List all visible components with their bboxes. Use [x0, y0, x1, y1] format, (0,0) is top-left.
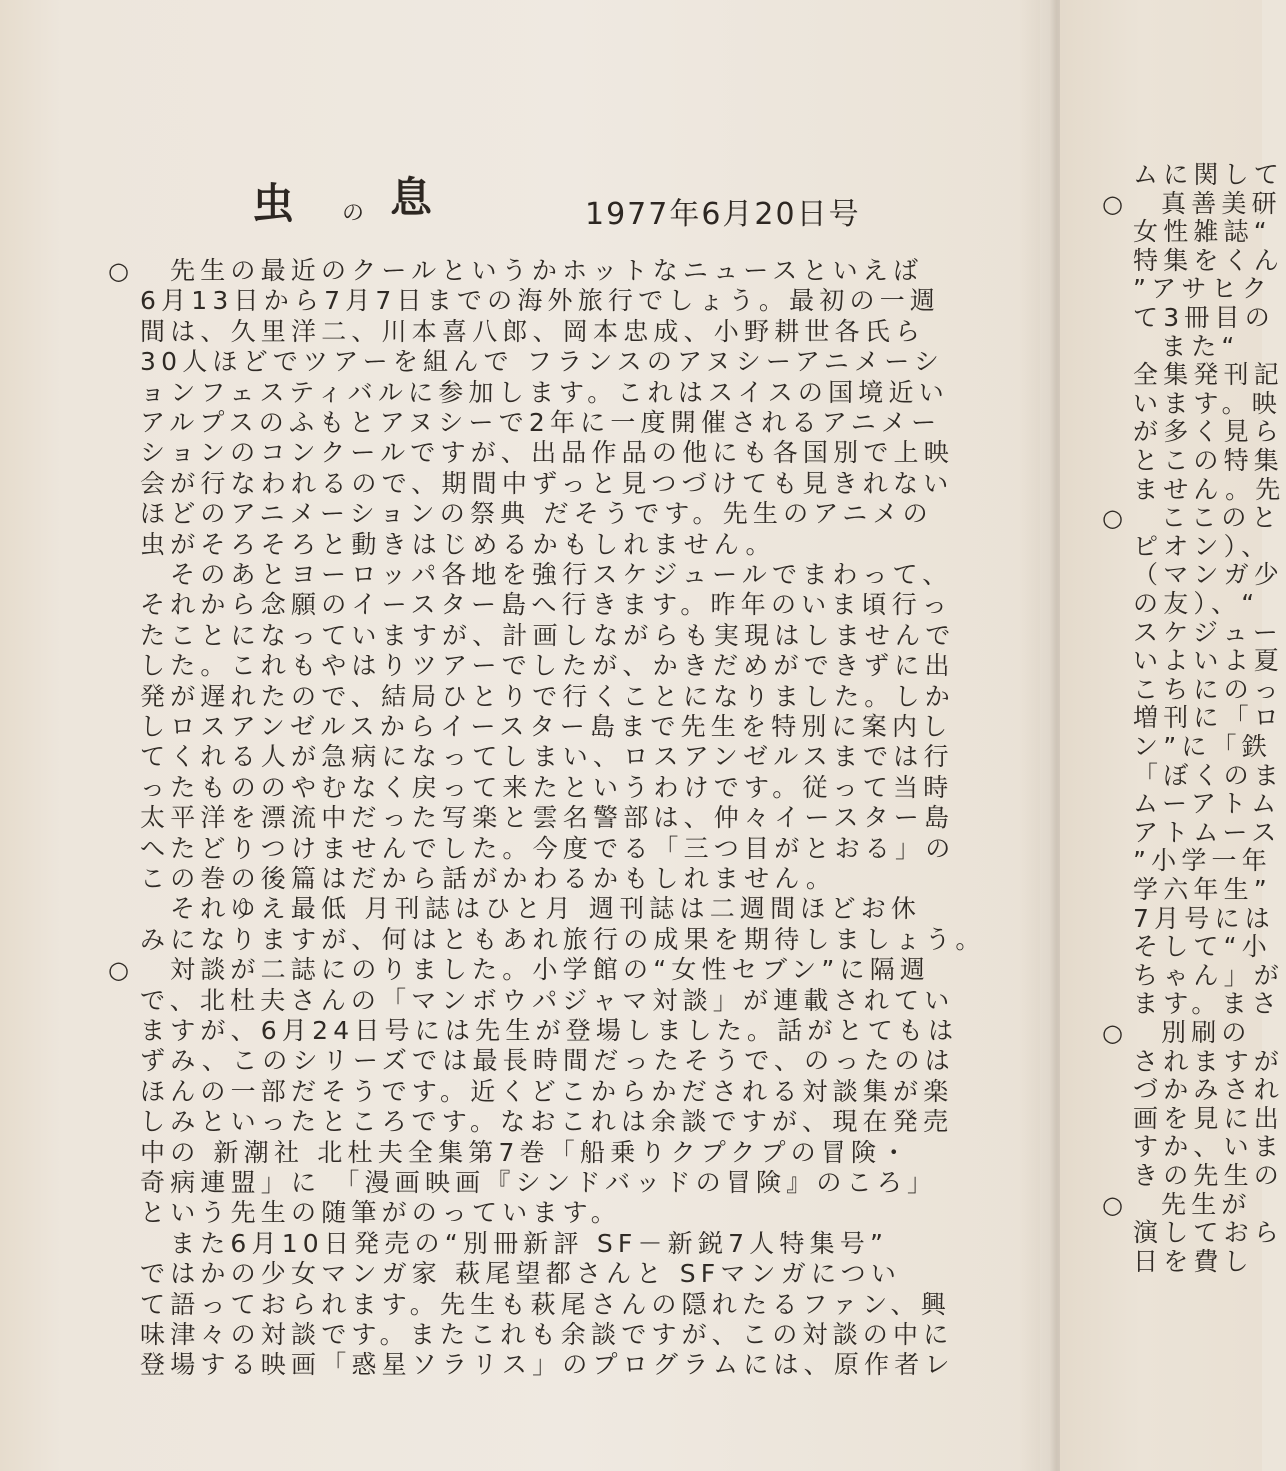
paragraph-bullet: ○ [108, 257, 129, 285]
text-line: 増刊に「ロ [1133, 703, 1285, 732]
text-line: こちにのっ [1133, 675, 1284, 704]
text-line: ムーアトム [1133, 789, 1282, 818]
text-line: また6月10日発売の“別冊新評 SF－新鋭7人特集号” [170, 1229, 889, 1258]
text-line: づかみされ [1133, 1075, 1285, 1104]
text-line: とこの特集 [1133, 446, 1285, 475]
text-line: みになりますが、何はともあれ旅行の成果を期待しましょう。 [140, 925, 986, 954]
text-line: ”アサヒク [1133, 274, 1272, 303]
paragraph-bullet: ○ [1102, 1019, 1123, 1047]
text-line: した。これもやはりツアーでしたが、かきだめができずに出 [140, 651, 955, 680]
text-line: たことになっていますが、計画しながらも実現はしませんで [140, 621, 956, 650]
text-line: 日を費し [1133, 1247, 1254, 1276]
text-line: て3冊目の [1133, 303, 1275, 332]
text-line: されますが [1133, 1047, 1285, 1076]
text-line: 画を見に出 [1133, 1104, 1285, 1133]
text-line: ずみ、このシリーズでは最長時間だったそうで、のったのは [140, 1046, 955, 1075]
paragraph-bullet: ○ [1102, 190, 1123, 218]
text-line: という先生の随筆がのっています。 [140, 1198, 621, 1227]
title-particle-no: の [342, 201, 365, 226]
text-line: しみといったところです。なおこれは余談ですが、現在発売 [140, 1107, 954, 1136]
text-line: 発が遅れたので、結局ひとりで行くことになりました。しか [140, 682, 955, 711]
text-line: 登場する映画「惑星ソラリス」のプログラムには、原作者レ [140, 1350, 955, 1379]
text-line: アトムース [1133, 818, 1282, 847]
text-line: てくれる人が急病になってしまい、ロスアンゼルスまでは行 [140, 742, 954, 771]
text-line: きの先生の [1133, 1161, 1285, 1190]
text-line: ン”に「鉄 [1133, 732, 1272, 761]
text-line: 全集発刊記 [1133, 360, 1285, 389]
text-line: て語っておられます。先生も萩尾さんの隠れたるファン、興 [140, 1290, 951, 1319]
text-line: ますが、6月24日号には先生が登場しました。話がとてもは [140, 1016, 959, 1045]
text-line: ここのと [1161, 503, 1282, 532]
text-line: 演しておら [1133, 1218, 1285, 1247]
text-line: 30人ほどでツアーを組んで フランスのアヌシーアニメーシ [140, 347, 945, 376]
text-line: いよいよ夏 [1133, 646, 1285, 675]
text-line: 中の 新潮社 北杜夫全集第7巻「船乗りクプクプの冒険・ [140, 1138, 912, 1167]
text-line: 間は、久里洋二、川本喜八郎、岡本忠成、小野耕世各氏ら [140, 317, 926, 346]
text-line: また“ [1161, 332, 1240, 361]
text-line: この巻の後篇はだから話がかわるかもしれません。 [140, 864, 837, 893]
text-line: すか、いま [1133, 1132, 1285, 1161]
text-line: 会が行なわれるので、期間中ずっと見つづけても見きれない [140, 469, 954, 498]
text-line: アルプスのふもとアヌシーで2年に一度開催されるアニメー [140, 408, 942, 437]
text-line: ほんの一部だそうです。近くどこからかだされる対談集が楽 [140, 1077, 954, 1106]
text-line: 太平洋を漂流中だった写楽と雲名警部は、仲々イースター島 [140, 803, 955, 832]
paragraph-bullet: ○ [1102, 1191, 1123, 1219]
text-line: ではかの少女マンガ家 萩尾望都さんと SFマンガについ [140, 1259, 902, 1288]
text-line: ムに関して [1133, 160, 1285, 189]
text-line: へたどりつけませんでした。今度でる「三つ目がとおる」の [140, 834, 956, 863]
title-char-mushi: 虫 [252, 179, 295, 228]
text-line: 真善美研 [1161, 189, 1282, 218]
text-line: 先生の最近のクールというかホットなニュースといえば [170, 256, 924, 285]
text-line: それから念願のイースター島へ行きます。昨年のいま頃行っ [140, 590, 953, 619]
text-line: ションのコンクールですが、出品作品の他にも各国別で上映 [140, 438, 954, 467]
text-line: ったもののやむなく戻って来たというわけです。従って当時 [140, 773, 954, 802]
text-line: ます。まさ [1133, 989, 1283, 1018]
text-line: 7月号には [1133, 904, 1275, 933]
text-line: ちゃん」が [1133, 961, 1285, 990]
text-line: で、北杜夫さんの「マンボウパジャマ対談」が連載されてい [140, 986, 955, 1015]
paragraph-bullet: ○ [1102, 504, 1123, 532]
text-line: 奇病連盟」に 「漫画映画『シンドバッドの冒険』のころ」 [140, 1168, 938, 1197]
text-line: 味津々の対談です。またこれも余談ですが、この対談の中に [140, 1320, 954, 1349]
text-line: 先生が [1161, 1190, 1252, 1219]
text-line: （マンガ少 [1133, 560, 1285, 589]
text-line: 女性雑誌“ [1133, 217, 1272, 246]
text-line: が多く見ら [1133, 417, 1285, 446]
text-line: 別刷の [1161, 1018, 1252, 1047]
text-line: そして“小 [1133, 932, 1272, 961]
text-line: ピオン）、 [1133, 532, 1272, 561]
text-line: います。映 [1133, 389, 1283, 418]
right-page [1060, 0, 1286, 1471]
text-line: 虫がそろそろと動きはじめるかもしれません。 [140, 530, 776, 559]
text-line: それゆえ最低 月刊誌はひと月 週刊誌は二週間ほどお休 [170, 894, 922, 923]
text-line: の友）、“ [1133, 589, 1260, 618]
paragraph-bullet: ○ [108, 956, 129, 984]
text-line: ョンフェスティバルに参加します。これはスイスの国境近い [140, 378, 949, 407]
text-line: しロスアンゼルスからイースター島まで先生を特別に案内し [140, 712, 953, 741]
text-line: そのあとヨーロッパ各地を強行スケジュールでまわって、 [170, 560, 953, 589]
text-line: 6月13日から7月7日までの海外旅行でしょう。最初の一週 [140, 286, 941, 315]
text-line: 対談が二誌にのりました。小学館の“女性セブン”に隔週 [170, 955, 931, 984]
text-line: ほどのアニメーションの祭典 だそうです。先生のアニメの [140, 499, 933, 528]
title-char-iki: 息 [390, 173, 433, 222]
newsletter-header [250, 175, 950, 235]
text-line: スケジュー [1133, 618, 1284, 647]
text-line: 特集をくん [1133, 246, 1285, 275]
text-line: ”小学一年 [1133, 846, 1272, 875]
issue-date: 1977年6月20日号 [585, 197, 861, 232]
text-line: ません。先 [1133, 475, 1286, 504]
text-line: 学六年生” [1133, 875, 1272, 904]
text-line: 「ぼくのま [1133, 761, 1285, 790]
